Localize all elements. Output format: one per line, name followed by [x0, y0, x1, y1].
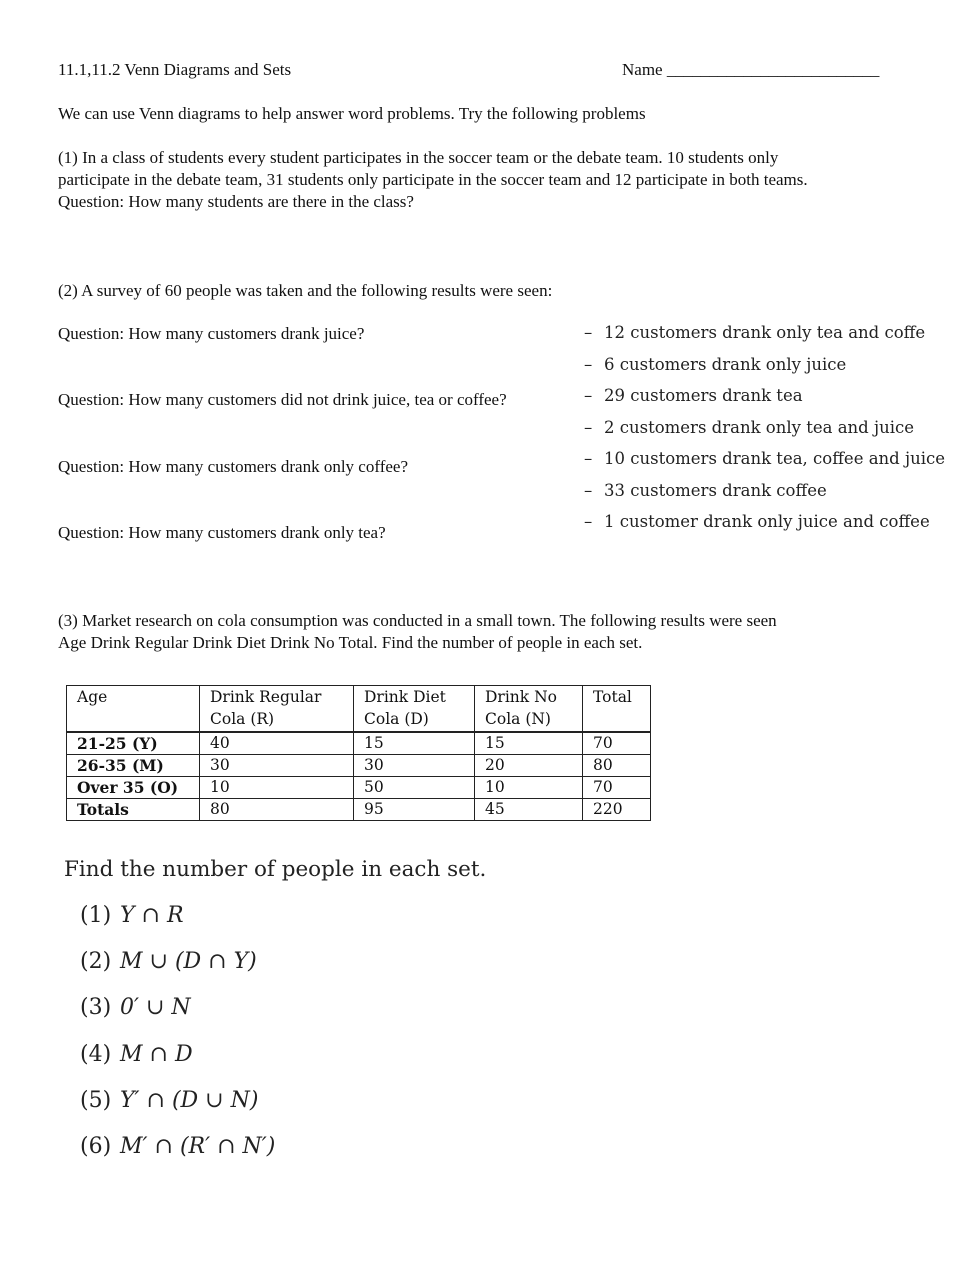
header-cell-no-cola: Drink No Cola (N): [475, 686, 583, 732]
set-item: [80, 1085, 275, 1131]
table-cell: 45: [475, 798, 583, 820]
table-cell: 95: [354, 798, 475, 820]
problem-1-line: participate in the debate team, 31 students only participate in the soccer team and 12 participate in both teams.: [58, 170, 808, 189]
table-cell: 30: [354, 754, 475, 776]
name-label: Name: [622, 60, 663, 79]
table-cell: 40: [200, 732, 354, 755]
header-cell-age: Age: [67, 686, 200, 732]
set-expression: 0′ ∪ N: [120, 995, 191, 1021]
survey-result-text: 6 customers drank only juice: [604, 354, 847, 374]
problem-3-line: Age Drink Regular Drink Diet Drink No Total. Find the number of people in each set.: [58, 633, 643, 652]
set-number: (1): [80, 903, 112, 928]
header-cell-total: Total: [583, 686, 651, 732]
row-label: 26-35 (M): [67, 754, 200, 776]
dash-bullet: –: [584, 512, 593, 531]
set-expression: M ∪ (D ∩ Y): [120, 949, 257, 975]
table-row: [67, 798, 651, 820]
dash-bullet: –: [584, 323, 593, 342]
dash-bullet: –: [584, 354, 593, 374]
survey-result-item: [584, 480, 945, 512]
intro-text: We can use Venn diagrams to help answer word problems. Try the following problems: [58, 104, 646, 123]
survey-result-text: 2 customers drank only tea and juice: [604, 417, 914, 437]
dash-bullet: –: [584, 417, 593, 437]
row-label: Over 35 (O): [67, 776, 200, 798]
problem-2-question: Question: How many customers drank only tea?: [58, 523, 386, 542]
table-cell: 10: [475, 776, 583, 798]
table-row: [67, 776, 651, 798]
worksheet-title: 11.1,11.2 Venn Diagrams and Sets: [58, 60, 292, 79]
problem-1-line: (1) In a class of students every student participates in the soccer team or the debate team. 10 students only: [58, 148, 779, 167]
table-cell: 10: [200, 776, 354, 798]
survey-result-text: 33 customers drank coffee: [604, 480, 827, 500]
set-number: (6): [80, 1133, 112, 1159]
survey-result-item: [584, 511, 945, 543]
table-cell: 80: [583, 754, 651, 776]
set-item: [80, 992, 275, 1038]
problem-2-question: Question: How many customers drank only coffee?: [58, 457, 408, 476]
survey-result-item: [584, 417, 945, 449]
set-number: (5): [80, 1087, 112, 1113]
survey-results-list: [584, 322, 945, 543]
header-cell-regular: Drink Regular Cola (R): [200, 686, 354, 732]
table-header-row: [67, 686, 651, 732]
table-cell: 220: [583, 798, 651, 820]
survey-result-text: 1 customer drank only juice and coffee: [604, 512, 930, 531]
dash-bullet: –: [584, 386, 593, 405]
problem-1: [58, 147, 808, 213]
table-row: [67, 732, 651, 755]
set-item: [80, 1131, 275, 1177]
name-blank: _________________________: [666, 60, 880, 79]
survey-result-item: [584, 322, 945, 354]
set-expression: Y ∩ R: [120, 903, 184, 928]
table-cell: 70: [583, 732, 651, 755]
set-item: [80, 1039, 275, 1085]
problem-2-intro: (2) A survey of 60 people was taken and the following results were seen:: [58, 281, 553, 300]
table-cell: 15: [475, 732, 583, 755]
set-expression: M ∩ D: [120, 1041, 193, 1067]
problem-1-question: Question: How many students are there in the class?: [58, 192, 414, 211]
set-number: (4): [80, 1041, 112, 1067]
set-number: (2): [80, 949, 112, 975]
table-row: [67, 754, 651, 776]
survey-result-text: 29 customers drank tea: [604, 386, 803, 405]
dash-bullet: –: [584, 449, 593, 468]
table-cell: 30: [200, 754, 354, 776]
set-item: [80, 900, 275, 946]
set-item: [80, 946, 275, 992]
table-cell: 20: [475, 754, 583, 776]
set-expression: M′ ∩ (R′ ∩ N′): [120, 1133, 276, 1159]
row-label: 21-25 (Y): [67, 732, 200, 755]
table-cell: 15: [354, 732, 475, 755]
problem-2-question: Question: How many customers did not drink juice, tea or coffee?: [58, 390, 507, 409]
survey-result-item: [584, 448, 945, 480]
table-cell: 80: [200, 798, 354, 820]
name-field[interactable]: [622, 59, 879, 81]
survey-result-item: [584, 354, 945, 386]
cola-consumption-table: [66, 685, 651, 821]
find-sets-heading: Find the number of people in each set.: [64, 857, 487, 882]
survey-result-text: 12 customers drank only tea and coffe: [604, 323, 926, 342]
header-cell-diet: Drink Diet Cola (D): [354, 686, 475, 732]
table-cell: 50: [354, 776, 475, 798]
set-number: (3): [80, 995, 112, 1021]
problem-3: [58, 610, 777, 654]
table-cell: 70: [583, 776, 651, 798]
set-expression-list: [80, 900, 275, 1177]
problem-3-line: (3) Market research on cola consumption was conducted in a small town. The following results were seen: [58, 611, 777, 630]
survey-result-item: [584, 385, 945, 417]
dash-bullet: –: [584, 480, 593, 500]
set-expression: Y′ ∩ (D ∪ N): [120, 1087, 259, 1113]
row-label: Totals: [67, 798, 200, 820]
problem-2-question: Question: How many customers drank juice?: [58, 324, 365, 343]
survey-result-text: 10 customers drank tea, coffee and juice: [604, 449, 945, 468]
